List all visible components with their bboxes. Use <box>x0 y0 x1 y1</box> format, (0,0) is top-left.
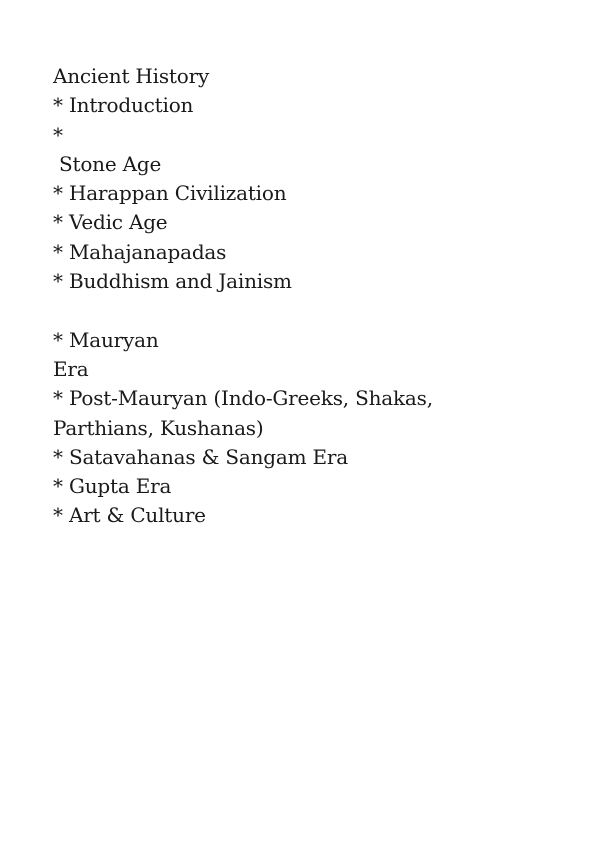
list-item-vedic-age: * Vedic Age <box>53 210 168 235</box>
list-item-mahajanapadas: * Mahajanapadas <box>53 239 227 264</box>
list-item-satavahanas: * Satavahanas & Sangam Era <box>53 444 348 469</box>
list-item-mauryan-continued: Era <box>53 356 89 381</box>
list-item-bullet: * <box>53 122 63 147</box>
list-item-art-culture: * Art & Culture <box>53 503 206 528</box>
list-item-harappan: * Harappan Civilization <box>53 181 287 206</box>
list-item-post-mauryan: * Post-Mauryan (Indo-Greeks, Shakas, <box>53 386 433 411</box>
blank-line <box>53 296 583 325</box>
list-item-stone-age: Stone Age <box>59 151 162 176</box>
document-heading: Ancient History <box>53 64 210 88</box>
list-item-post-mauryan-continued: Parthians, Kushanas) <box>53 415 264 440</box>
document-body <box>53 62 583 531</box>
list-item-buddhism-jainism: * Buddhism and Jainism <box>53 269 292 294</box>
list-item-gupta-era: * Gupta Era <box>53 474 172 499</box>
list-item-introduction: * Introduction <box>53 93 194 118</box>
list-item-mauryan: * Mauryan <box>53 327 159 352</box>
